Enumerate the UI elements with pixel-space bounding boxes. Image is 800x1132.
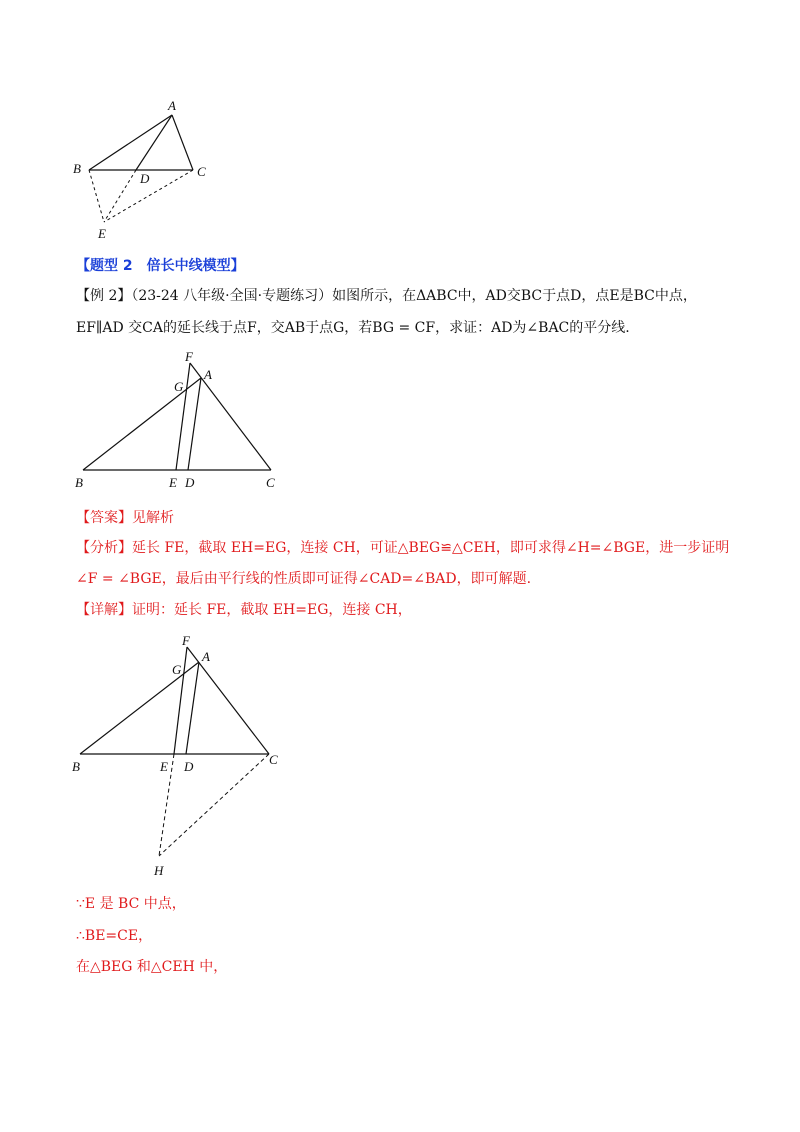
label-f: F xyxy=(185,349,193,364)
label-b: B xyxy=(72,759,80,774)
answer-line: 【答案】见解析 xyxy=(76,510,174,526)
label-b: B xyxy=(73,161,81,176)
label-e: E xyxy=(98,226,106,241)
segment-ba xyxy=(89,115,172,170)
label-f: F xyxy=(182,633,190,648)
proof-line-3: 在△BEG 和△CEH 中， xyxy=(76,959,228,975)
label-a: A xyxy=(204,367,212,382)
segment-ac xyxy=(172,115,193,170)
segment-ad xyxy=(136,115,172,170)
segment-de-dashed xyxy=(104,170,136,222)
label-e: E xyxy=(169,475,177,490)
figure-triangle-abc-with-ef xyxy=(65,345,295,495)
label-e: E xyxy=(160,759,168,774)
label-d: D xyxy=(140,171,150,186)
segment-be-dashed xyxy=(89,170,104,222)
proof-line-2: ∴BE=CE， xyxy=(76,928,153,944)
label-c: C xyxy=(197,164,206,179)
segment-ad xyxy=(188,378,201,470)
segment-ch-dashed xyxy=(159,754,269,856)
label-g: G xyxy=(174,379,184,394)
figure-triangle-abc-with-e xyxy=(60,90,240,250)
analysis-line-1: 【分析】延长 FE，截取 EH=EG，连接 CH，可证△BEG≌△CEH，即可求得∠H=∠BGE，进一步证明 xyxy=(76,540,730,556)
example-line-2: EF∥AD 交CA的延长线于点F，交AB于点G，若BG = CF，求证：AD为∠BAC的平分线. xyxy=(76,320,630,336)
section-title: 【题型 2 倍长中线模型】 xyxy=(76,258,245,274)
label-h: H xyxy=(154,863,164,878)
example-line-1: 【例 2】（23-24 八年级·全国·专题练习）如图所示，在ΔABC中，AD交BC于点D，点E是BC中点， xyxy=(76,288,697,304)
label-c: C xyxy=(269,752,278,767)
analysis-line-2: ∠F = ∠BGE，最后由平行线的性质即可证得∠CAD=∠BAD，即可解题. xyxy=(76,571,532,587)
segment-cf xyxy=(190,363,271,470)
label-d: D xyxy=(184,759,194,774)
label-c: C xyxy=(266,475,275,490)
label-b: B xyxy=(75,475,83,490)
proof-line-1: ∵E 是 BC 中点， xyxy=(76,896,186,912)
label-a: A xyxy=(168,98,176,113)
label-g: G xyxy=(172,662,182,677)
label-d: D xyxy=(185,475,195,490)
segment-ad xyxy=(186,662,199,754)
figure-triangle-abc-with-h xyxy=(62,627,302,887)
label-a: A xyxy=(202,649,210,664)
detail-line: 【详解】证明：延长 FE，截取 EH=EG，连接 CH， xyxy=(76,602,412,618)
